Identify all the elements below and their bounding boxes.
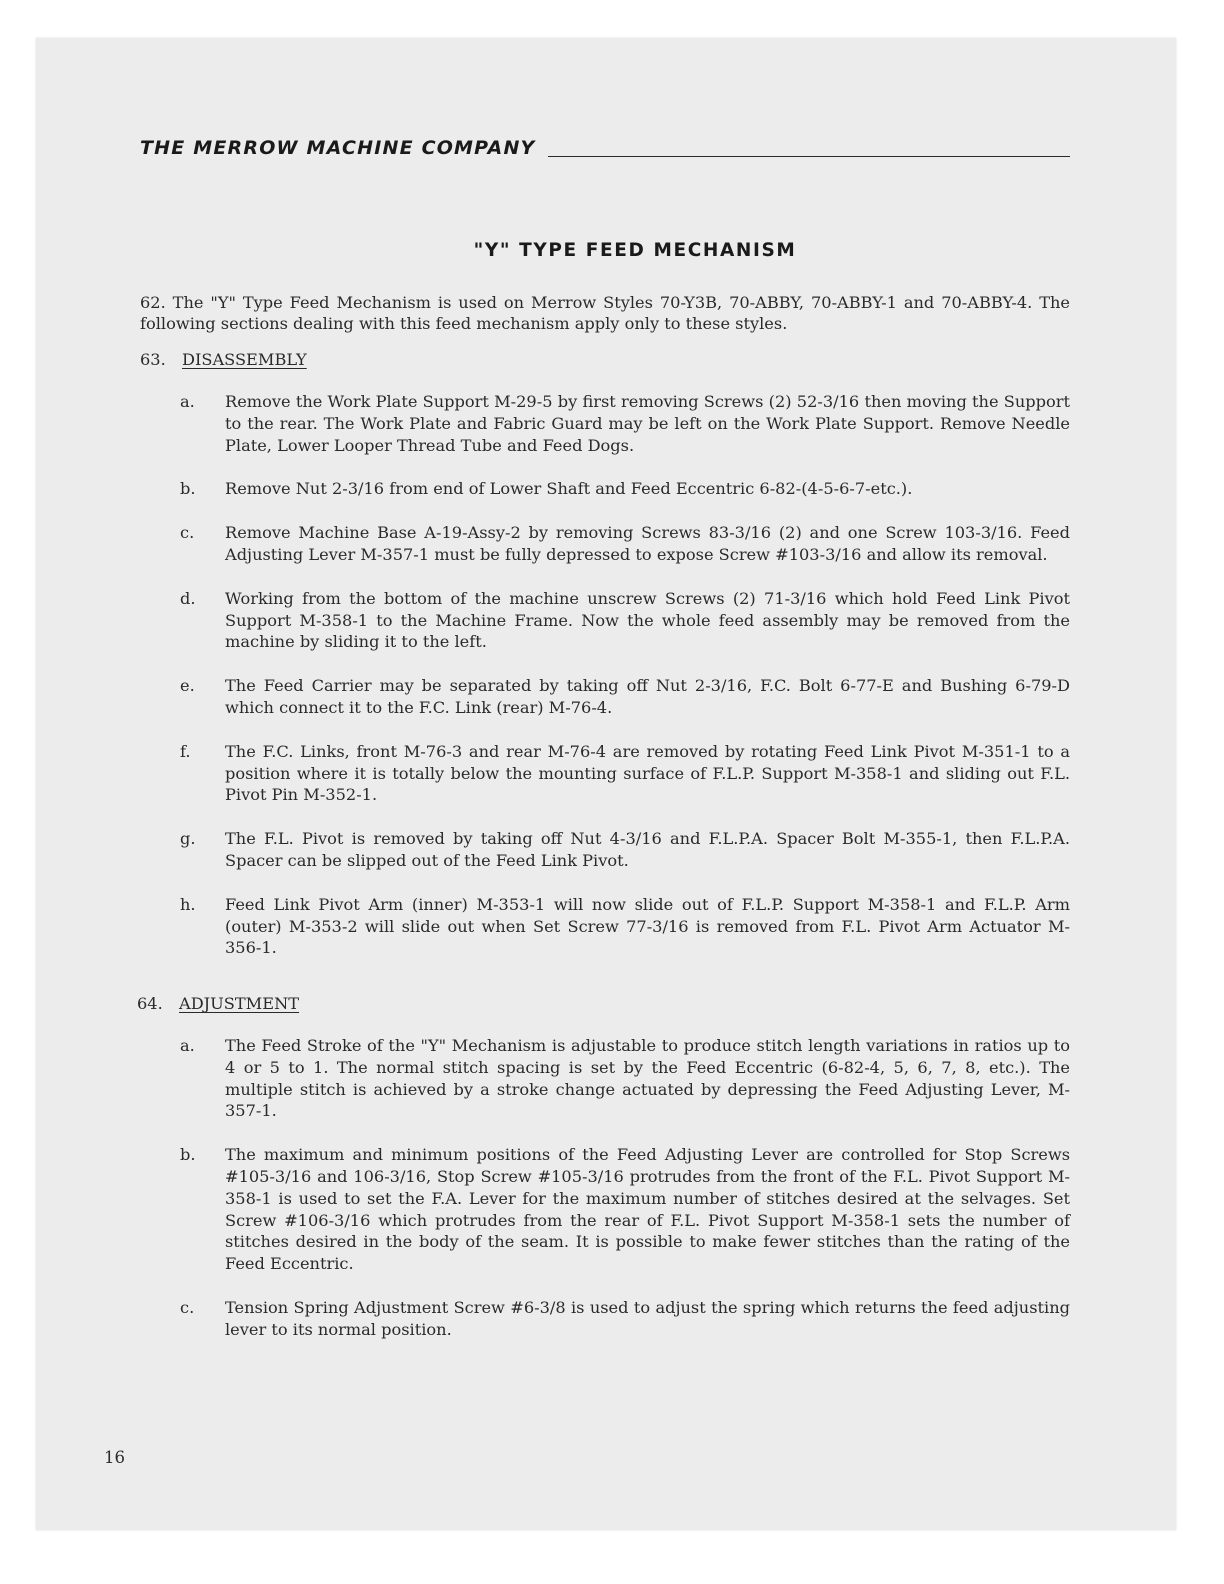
intro-paragraph: 62. The "Y" Type Feed Mechanism is used on Merrow Styles 70-Y3B, 70-ABBY, 70-ABBY-1 and 70-ABBY-4. The following sections dealing with this feed mechanism apply only to these styles. bbox=[140, 292, 1070, 334]
section-heading-adjustment bbox=[137, 993, 1070, 1015]
list-item bbox=[180, 894, 1070, 959]
list-item bbox=[180, 741, 1070, 806]
item-letter: d. bbox=[180, 588, 196, 608]
item-text: The Feed Carrier may be separated by taking off Nut 2-3/16, F.C. Bolt 6-77-E and Bushing 6-79-D which connect it to the F.C. Link (rear) M-76-4. bbox=[225, 676, 1070, 717]
company-name: THE MERROW MACHINE COMPANY bbox=[140, 137, 536, 159]
item-text: Feed Link Pivot Arm (inner) M-353-1 will now slide out of F.L.P. Support M-358-1 and F.L.P. Arm (outer) M-353-2 will slide out when Set Screw 77-3/16 is removed from F.L. Pivot Arm Actuator M-356-1. bbox=[225, 894, 1070, 958]
page-content bbox=[137, 137, 1070, 1340]
item-text: The Feed Stroke of the "Y" Mechanism is adjustable to produce stitch length variations in ratios up to 4 or 5 to 1. The normal stitch spacing is set by the Feed Eccentric (6-82-4, 5, 6, 7, 8, etc.). The multiple stitch is achieved by a stroke change actuated by depressing the Feed Adjusting Lever, M-357-1. bbox=[225, 1035, 1070, 1121]
running-header bbox=[140, 138, 1070, 160]
item-letter: c. bbox=[180, 523, 195, 543]
list-item bbox=[180, 1297, 1070, 1341]
item-text: The F.L. Pivot is removed by taking off Nut 4-3/16 and F.L.P.A. Spacer Bolt M-355-1, then F.L.P.A. Spacer can be slipped out of the Feed Link Pivot. bbox=[225, 829, 1070, 870]
item-text: Remove the Work Plate Support M-29-5 by first removing Screws (2) 52-3/16 then moving the Support to the rear. The Work Plate and Fabric Guard may be left on the Work Plate Support. Remove Needle Plate, Lower Looper Thread Tube and Feed Dogs. bbox=[225, 391, 1070, 455]
page-number: 16 bbox=[104, 1448, 125, 1467]
item-letter: f. bbox=[180, 741, 191, 761]
list-item bbox=[180, 828, 1070, 872]
item-letter: h. bbox=[180, 894, 196, 914]
item-letter: b. bbox=[180, 1145, 196, 1165]
section-number: 64. bbox=[137, 994, 163, 1014]
item-letter: a. bbox=[180, 1035, 195, 1055]
list-item bbox=[180, 675, 1070, 719]
section-heading-disassembly bbox=[140, 349, 1070, 371]
list-item bbox=[180, 588, 1070, 653]
item-letter: b. bbox=[180, 479, 196, 499]
item-letter: g. bbox=[180, 829, 196, 849]
page-title: "Y" TYPE FEED MECHANISM bbox=[473, 239, 797, 261]
header-rule bbox=[548, 156, 1070, 157]
item-letter: e. bbox=[180, 676, 195, 696]
list-item bbox=[180, 391, 1070, 456]
list-item bbox=[180, 1035, 1070, 1122]
section-number: 63. bbox=[140, 350, 166, 370]
item-text: Working from the bottom of the machine unscrew Screws (2) 71-3/16 which hold Feed Link Pivot Support M-358-1 to the Machine Frame. Now the whole feed assembly may be removed from the machine by sliding it to the left. bbox=[225, 588, 1070, 652]
item-text: The F.C. Links, front M-76-3 and rear M-76-4 are removed by rotating Feed Link Pivot M-351-1 to a position where it is totally below the mounting surface of F.L.P. Support M-358-1 and sliding out F.L. Pivot Pin M-352-1. bbox=[225, 741, 1070, 805]
list-item bbox=[180, 1144, 1070, 1275]
item-text: The maximum and minimum positions of the Feed Adjusting Lever are controlled for Stop Screws #105-3/16 and 106-3/16, Stop Screw #105-3/16 protrudes from the front of the F.L. Pivot Support M-358-1 is used to set the F.A. Lever for the maximum number of stitches desired at the selvages. Set Screw #106-3/16 which protrudes from the rear of F.L. Pivot Support M-358-1 sets the number of stitches desired in the body of the seam. It is possible to make fewer stitches than the rating of the Feed Eccentric. bbox=[225, 1145, 1070, 1274]
list-item bbox=[180, 522, 1070, 566]
section-title: DISASSEMBLY bbox=[182, 350, 307, 370]
item-text: Remove Machine Base A-19-Assy-2 by removing Screws 83-3/16 (2) and one Screw 103-3/16. Feed Adjusting Lever M-357-1 must be fully depressed to expose Screw #103-3/16 and allow its removal. bbox=[225, 523, 1070, 564]
section-title: ADJUSTMENT bbox=[179, 994, 300, 1014]
page-sheet bbox=[36, 38, 1176, 1530]
item-text: Remove Nut 2-3/16 from end of Lower Shaft and Feed Eccentric 6-82-(4-5-6-7-etc.). bbox=[225, 479, 913, 499]
item-text: Tension Spring Adjustment Screw #6-3/8 is used to adjust the spring which returns the feed adjusting lever to its normal position. bbox=[225, 1297, 1070, 1339]
list-item bbox=[180, 478, 1070, 500]
item-letter: a. bbox=[180, 391, 195, 411]
item-letter: c. bbox=[180, 1297, 195, 1317]
